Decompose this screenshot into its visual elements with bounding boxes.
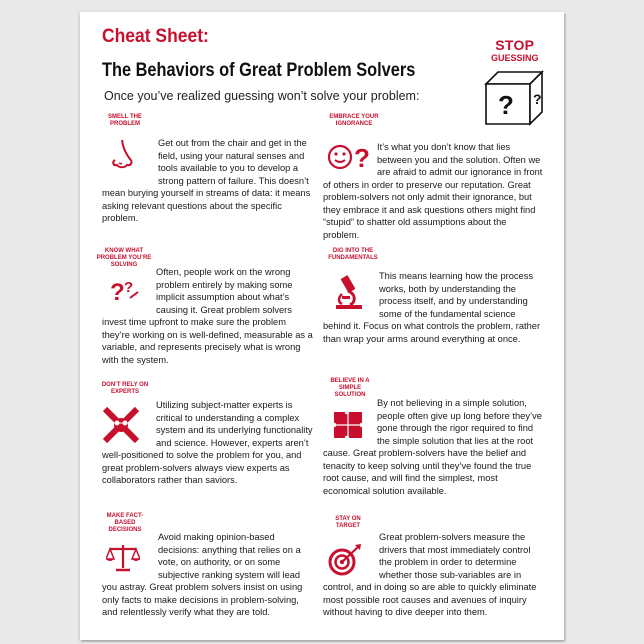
page-subtitle: Once you’ve realized guessing won’t solve your problem: (104, 89, 420, 103)
label-know-what-problem: KNOW WHAT PROBLEM YOU’RE SOLVING (96, 248, 152, 268)
cube-side-question-mark: ? (533, 91, 542, 107)
text-smell-the-problem: Get out from the chair and get in the field, using your natural senses and tools available to you to develop a strong pattern of failure. This doesn’t mean burying yourself in streams of data: it means asking relevant questions about the specific problem. (102, 138, 311, 223)
text-embrace-your-ignorance: It’s what you don’t know that lies between you and the solution. Often we are afraid to admit our ignorance in front of others in order to preserve our reputation. Great problem-solvers not only admit their ignorance, but they embrace it and ask questions others might find “stupid” to shatter old assumptions about the problem. (323, 142, 543, 240)
badge-guessing: GUESSING (491, 53, 539, 63)
cube-question-mark: ? (498, 90, 514, 120)
page-title: The Behaviors of Great Problem Solvers (102, 60, 416, 81)
section-know-what-problem (102, 266, 316, 366)
text-stay-on-target: Great problem-solvers measure the drivers that most immediately control the problem in order to determine whether those sub-variables are in control, and in doing so are able to quickly eliminate most possible root causes and avenues of inquiry without having to dive deeper into them. (323, 532, 537, 617)
label-stay-on-target: STAY ON TARGET (335, 516, 361, 529)
text-dig-into-fundamentals: This means learning how the process works, both by understanding the process itself, and by understanding some of the fundamental science behind it. Focus on what controls the problem, rather than wrap your arms around everything at once. (323, 271, 541, 344)
label-fact-based-decisions: MAKE FACT-BASED DECISIONS (106, 513, 144, 533)
section-believe-simple-solution (323, 397, 545, 497)
section-dont-rely-on-experts (102, 399, 316, 487)
section-embrace-your-ignorance (323, 141, 543, 241)
label-smell-the-problem: SMELL THE PROBLEM (108, 114, 142, 127)
question-cube-icon (484, 70, 544, 126)
text-fact-based-decisions: Avoid making opinion-based decisions: anything that relies on a vote, on authority, or on some subjective ranking system will lead you astray. Great problem solvers insist on using only facts to make decisions in problem-solving, and relentlessly verify what they are told. (102, 532, 303, 617)
text-believe-simple-solution: By not believing in a simple solution, people often give up long before they’ve gone through the rigor required to find the simple solution that lies at the root cause. Great problem-solvers have the belief and tenacity to keep solving until they’ve found the true root cause, and will find the simplest, most economical solution available. (323, 398, 542, 496)
section-smell-the-problem (102, 137, 316, 225)
text-dont-rely-on-experts: Utilizing subject-matter experts is critical to understanding a complex system and its underlying functionality and science. However, experts aren’t well-positioned to solve the problem for you, and great problem-solvers always view experts as collaborators rather than saviors. (102, 400, 313, 485)
badge-stop: STOP (495, 37, 535, 53)
section-stay-on-target (323, 531, 545, 619)
stop-guessing-badge (491, 38, 539, 63)
title-cheat-sheet: Cheat Sheet: (102, 26, 209, 47)
svg-text:?: ? (124, 279, 134, 296)
label-dig-into-fundamentals: DIG INTO THE FUNDAMENTALS (328, 248, 378, 261)
label-believe-simple-solution: BELIEVE IN A SIMPLE SOLUTION (330, 378, 370, 398)
label-embrace-your-ignorance: EMBRACE YOUR IGNORANCE (329, 114, 379, 127)
svg-text:?: ? (110, 279, 125, 304)
section-dig-into-fundamentals (323, 270, 545, 345)
svg-text:?: ? (354, 143, 370, 171)
section-fact-based-decisions (102, 531, 316, 619)
cheat-sheet-page (80, 12, 564, 640)
text-know-what-problem: Often, people work on the wrong problem entirely by making some implicit assumption about what’s causing it. Great problem solvers invest time upfront to make sure the problem they’re working on is well-defined, measurable as a variable, and represents precisely what is wrong with the system. (102, 267, 313, 365)
label-dont-rely-on-experts: DON’T RELY ON EXPERTS (101, 382, 149, 395)
